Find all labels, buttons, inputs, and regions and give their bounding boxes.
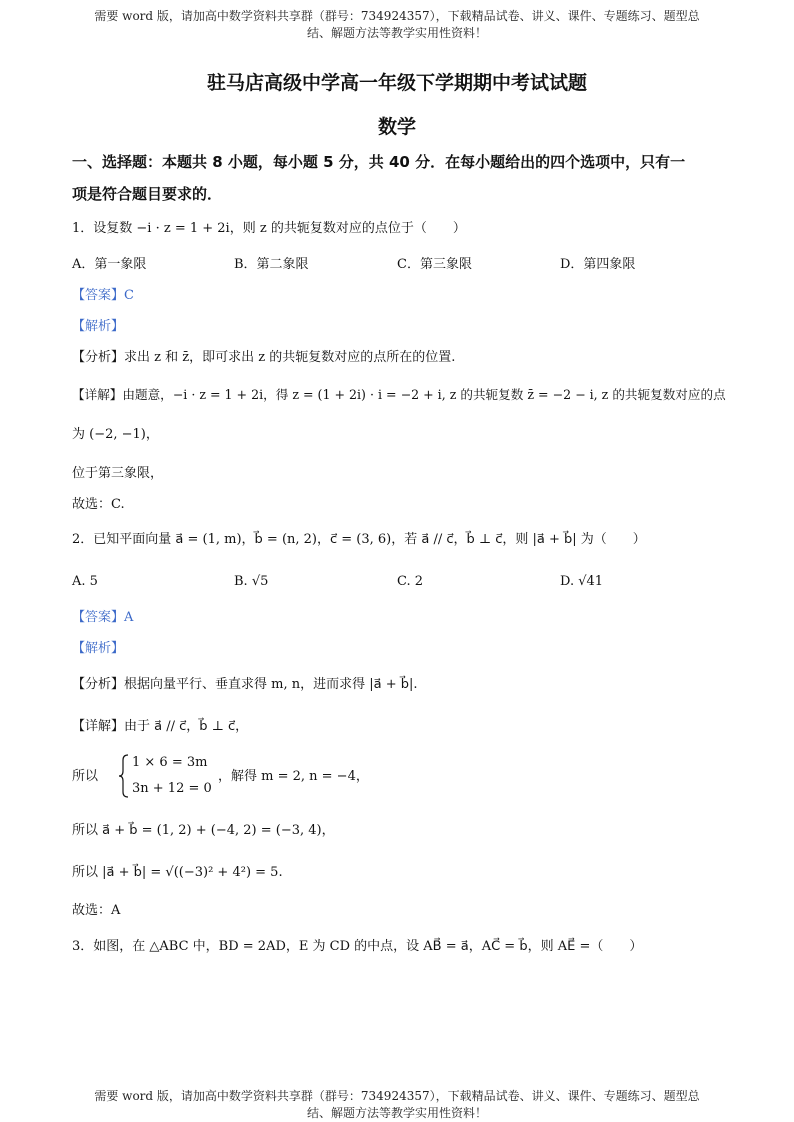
q2-option-c: C. 2 [397, 574, 424, 589]
q2-option-d: D. √41 [560, 574, 604, 589]
q1-detail-2: 为 (−2, −1)， [72, 427, 159, 442]
q2-choose: 故选：A [72, 903, 121, 918]
section-heading-line-1: 一、选择题：本题共 8 小题，每小题 5 分，共 40 分．在每小题给出的四个选项中，只有一 [72, 153, 686, 171]
exam-subject: 数学 [377, 116, 416, 138]
system-brace [118, 754, 130, 798]
page-header [60, 8, 734, 42]
header-line-2: 结、解题方法等教学实用性资料！ [306, 26, 487, 40]
page-footer [60, 1088, 734, 1122]
footer-line-2: 结、解题方法等教学实用性资料！ [306, 1106, 487, 1120]
q2-equation-2: 3n + 12 = 0 [132, 781, 212, 796]
q1-fenxi: 【分析】求出 z 和 z̄，即可求出 z 的共轭复数对应的点所在的位置. [72, 350, 456, 365]
q1-stem: 1．设复数 −i · z = 1 + 2i，则 z 的共轭复数对应的点位于（ ） [72, 221, 466, 236]
section-heading-line-2: 项是符合题目要求的． [72, 185, 223, 203]
q2-stem: 2．已知平面向量 a⃗ = (1, m)，b⃗ = (n, 2)，c⃗ = (3, 6)，若 a⃗ // c⃗，b⃗ ⊥ c⃗，则 |a⃗ + b⃗| 为（ ） [72, 532, 646, 547]
q1-answer: 【答案】C [72, 288, 134, 303]
q1-option-b: B．第二象限 [234, 257, 309, 272]
q3-stem: 3．如图，在 △ABC 中，BD = 2AD，E 为 CD 的中点，设 AB⃗ = a⃗，AC⃗ = b⃗，则 AE⃗ =（ ） [72, 939, 643, 954]
q1-analysis-tag: 【解析】 [72, 319, 125, 334]
q2-option-b: B. √5 [234, 574, 269, 589]
q1-detail-3: 位于第三象限， [72, 466, 164, 481]
q1-option-d: D．第四象限 [560, 257, 636, 272]
header-line-1: 需要 word 版，请加高中数学资料共享群（群号：734924357），下载精品试卷、讲义、课件、专题练习、题型总 [94, 9, 700, 23]
exam-title: 驻马店高级中学高一年级下学期期中考试试题 [206, 72, 587, 94]
footer-line-1: 需要 word 版，请加高中数学资料共享群（群号：734924357），下载精品试卷、讲义、课件、专题练习、题型总 [94, 1089, 700, 1103]
q2-norm: 所以 |a⃗ + b⃗| = √((−3)² + 4²) = 5. [72, 865, 283, 880]
q2-fenxi: 【分析】根据向量平行、垂直求得 m, n，进而求得 |a⃗ + b⃗|. [72, 677, 418, 692]
q1-option-c: C．第三象限 [397, 257, 472, 272]
q2-sum: 所以 a⃗ + b⃗ = (1, 2) + (−4, 2) = (−3, 4)， [72, 823, 335, 838]
q1-option-a: A．第一象限 [72, 257, 147, 272]
q2-answer: 【答案】A [72, 610, 134, 625]
q1-detail-1: 【详解】由题意，−i · z = 1 + 2i，得 z = (1 + 2i) · i = −2 + i, z 的共轭复数 z̄ = −2 − i, z 的共轭复数对应的点 [72, 387, 726, 402]
q2-equation-1: 1 × 6 = 3m [132, 755, 208, 770]
q2-option-a: A. 5 [72, 574, 98, 589]
q2-so-label: 所以 [72, 769, 99, 784]
q1-choose: 故选：C. [72, 497, 125, 512]
q2-analysis-tag: 【解析】 [72, 641, 125, 656]
q2-solve: ，解得 m = 2, n = −4， [218, 769, 369, 784]
q2-detail-1: 【详解】由于 a⃗ // c⃗，b⃗ ⊥ c⃗， [72, 719, 249, 734]
